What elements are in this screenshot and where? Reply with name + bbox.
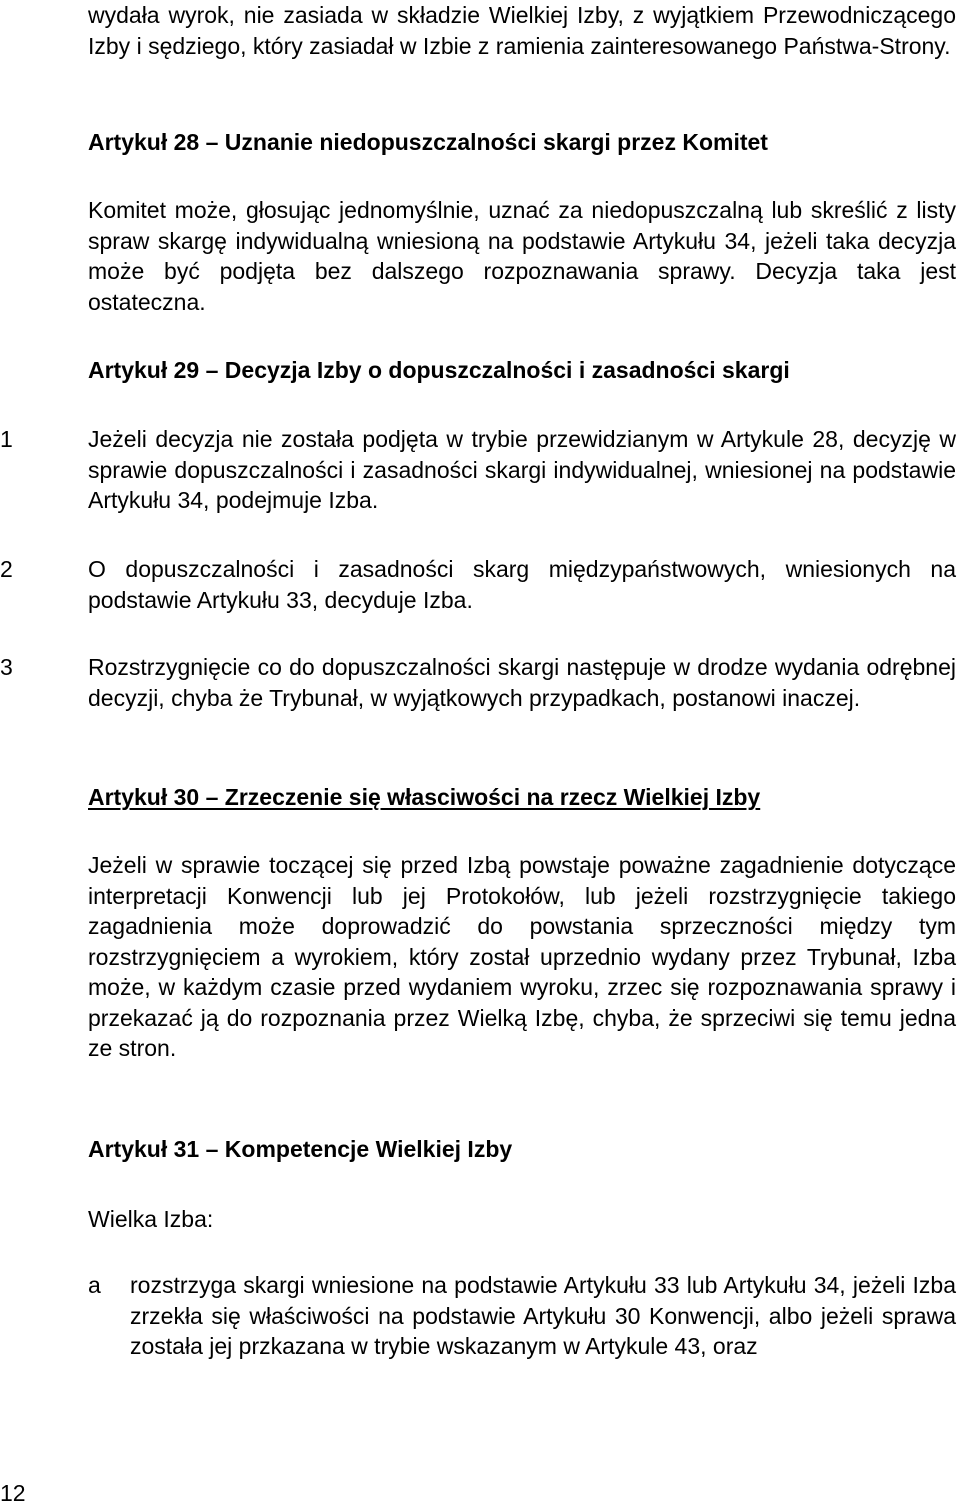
page-number: 12 xyxy=(0,1480,26,1506)
article-29-item-1 xyxy=(0,424,960,516)
item-text: Jeżeli decyzja nie została podjęta w trybie przewidzianym w Artykule 28, decyzję w sprawie dopuszczalności i zasadności skargi indywidualnej, wniesionej na podstawie Artykułu 34, podejmuje Izba. xyxy=(88,426,956,513)
item-text: Rozstrzygnięcie co do dopuszczalności skargi następuje w drodze wydania odrębnej decyzji, chyba że Trybunał, w wyjątkowych przypadkach, postanowi inaczej. xyxy=(88,654,956,711)
item-text: rozstrzyga skargi wniesione na podstawie Artykułu 33 lub Artykułu 34, jeżeli Izba zrzekła się właściwości na podstawie Artykułu 30 Konwencji, albo jeżeli sprawa została jej przkazana w trybie wskazanym w Artykule 43, oraz xyxy=(130,1272,956,1359)
item-number: 2 xyxy=(0,556,13,582)
article-30-text: Jeżeli w sprawie toczącej się przed Izbą powstaje poważne zagadnienie dotyczące interpretacji Konwencji lub jej Protokołów, lub jeżeli rozstrzygnięcie takiego zagadnienia może doprowadzić do powstania sprzeczności między tym rozstrzygnięciem a wyrokiem, który został uprzednio wydany przez Trybunał, Izba może, w każdym czasie przed wydaniem wyroku, zrzec się rozpoznawania sprawy i przekazać ją do rozpoznania przez Wielką Izbę, chyba, że sprzeciwi się temu jedna ze stron. xyxy=(88,852,956,1061)
article-31-lead: Wielka Izba: xyxy=(88,1206,214,1232)
intro-paragraph: wydała wyrok, nie zasiada w składzie Wielkiej Izby, z wyjątkiem Przewodniczącego Izby i sędziego, który zasiadał w Izbie z ramienia zainteresowanego Państwa-Strony. xyxy=(88,2,956,59)
article-28-heading: Artykuł 28 – Uznanie niedopuszczalności skargi przez Komitet xyxy=(88,129,768,155)
article-29-item-2 xyxy=(0,554,960,616)
article-28-text: Komitet może, głosując jednomyślnie, uznać za niedopuszczalną lub skreślić z listy spraw skargę indywidualną wniesioną na podstawie Artykułu 34, jeżeli taka decyzja może być podjęta bez dalszego rozpoznawania sprawy. Decyzja taka jest ostateczna. xyxy=(88,197,956,315)
item-number: 3 xyxy=(0,654,13,680)
article-29-item-3 xyxy=(0,652,960,744)
article-31-heading: Artykuł 31 – Kompetencje Wielkiej Izby xyxy=(88,1136,513,1162)
article-30-heading: Artykuł 30 – Zrzeczenie się własciwości na rzecz Wielkiej Izby xyxy=(88,784,761,810)
item-text: O dopuszczalności i zasadności skarg międzypaństwowych, wniesionych na podstawie Artykułu 33, decyduje Izba. xyxy=(88,556,956,613)
article-31-item-a xyxy=(0,1270,960,1394)
item-number: 1 xyxy=(0,426,13,452)
article-29-heading: Artykuł 29 – Decyzja Izby o dopuszczalności i zasadności skargi xyxy=(88,357,790,383)
item-letter: a xyxy=(88,1272,101,1298)
